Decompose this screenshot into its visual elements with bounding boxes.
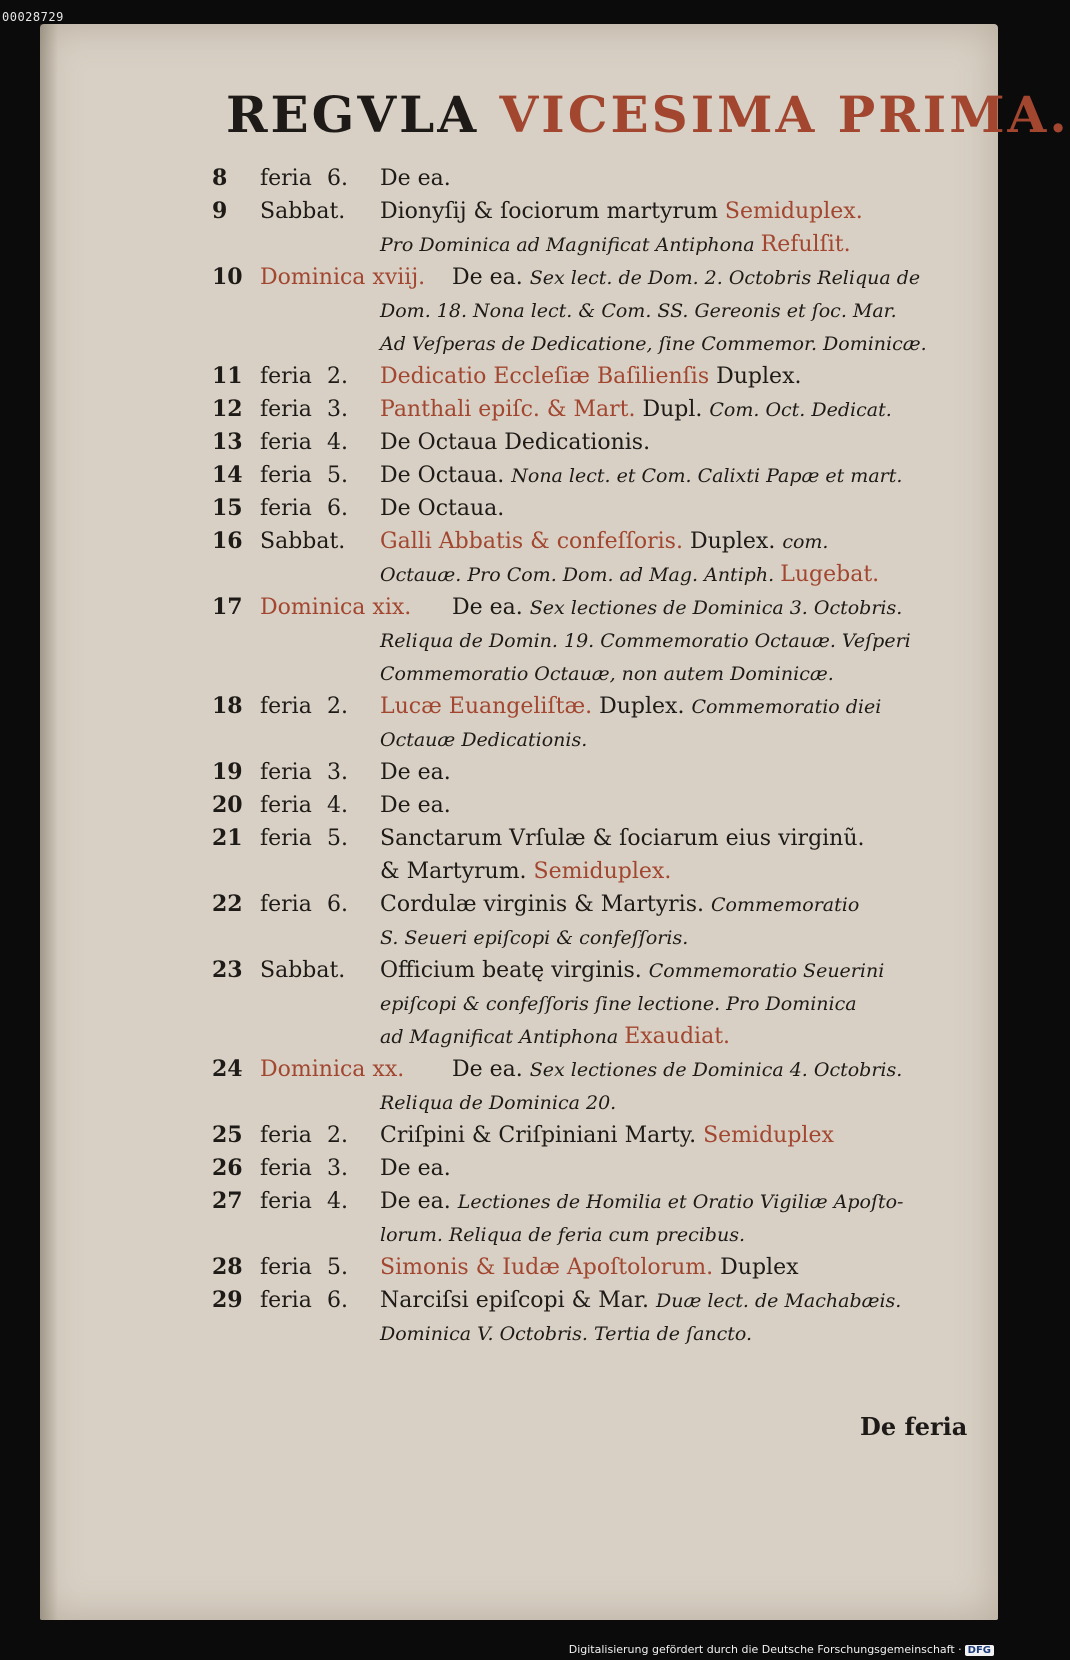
entry-first-line: [212, 789, 972, 822]
entry-segment: Ad Veſperas de Dedicatione, ſine Commemor. Dominicæ.: [380, 333, 927, 355]
entry-segment: Duplex: [720, 1255, 799, 1280]
entry-day: feria: [260, 463, 312, 488]
entry-first-line: [212, 954, 972, 987]
entry-day: feria: [260, 694, 312, 719]
entry-day: Sabbat.: [260, 529, 346, 554]
entry-text: [380, 1284, 901, 1318]
entry-weekday-number: 5.: [327, 826, 348, 851]
catchword: De feria: [860, 1412, 968, 1441]
entry-segment: Commemoratio: [710, 894, 860, 916]
entry-text: [452, 261, 920, 295]
calendar-entry: [212, 492, 972, 525]
calendar-entry: [212, 195, 972, 261]
rubric-text: Simonis & Iudæ Apoſtolorum.: [380, 1255, 721, 1280]
calendar-entry: [212, 426, 972, 459]
entry-weekday-number: 5.: [327, 463, 348, 488]
entry-continuation-line: [212, 327, 972, 360]
rubric-text: Galli Abbatis & confeſſoris.: [380, 529, 690, 554]
entry-text: [452, 591, 902, 625]
entry-first-line: [212, 459, 972, 492]
entry-date: 17: [212, 594, 243, 620]
entry-day: Sabbat.: [260, 199, 346, 224]
entry-date: 25: [212, 1122, 243, 1148]
entry-segment: Commemoratio Octauæ, non autem Dominicæ.: [380, 663, 834, 685]
entry-continuation-line: [212, 1086, 972, 1119]
entry-weekday-number: 2.: [327, 1123, 348, 1148]
entry-weekday-number: 6.: [327, 892, 348, 917]
calendar-entry: [212, 954, 972, 1053]
entry-segment: Commemoratio Seuerini: [648, 960, 885, 982]
entry-continuation-line: [212, 921, 972, 954]
entry-first-line: [212, 1185, 972, 1218]
entry-segment: Criſpini & Criſpiniani Marty.: [380, 1123, 704, 1148]
calendar-entry: [212, 459, 972, 492]
entry-text: [380, 426, 650, 459]
dfg-credit: [569, 1643, 994, 1656]
entry-date: 28: [212, 1254, 243, 1280]
calendar-entry: [212, 162, 972, 195]
entry-date: 15: [212, 495, 243, 521]
entry-text: [380, 393, 892, 427]
entry-segment: Reliqua de Dominica 20.: [380, 1092, 617, 1114]
entry-day: feria: [260, 397, 312, 422]
entry-segment: Sex lectiones de Dominica 3. Octobris.: [529, 597, 903, 619]
entry-segment: Sex lectiones de Dominica 4. Octobris.: [529, 1059, 903, 1081]
entry-first-line: [212, 822, 972, 855]
entry-segment: Sex lect. de Dom. 2. Octobris Reliqua de: [529, 267, 921, 289]
entry-segment: De ea.: [452, 1057, 530, 1082]
entry-day: Dominica xviij.: [260, 265, 426, 290]
entry-first-line: [212, 888, 972, 921]
entry-segment: De ea.: [452, 595, 530, 620]
calendar-entry: [212, 888, 972, 954]
entry-segment: Duplex.: [716, 364, 802, 389]
calendar-entry: [212, 1119, 972, 1152]
entry-text: [380, 690, 881, 724]
entry-date: 21: [212, 825, 243, 851]
entry-segment: De Octaua.: [380, 463, 512, 488]
entry-day: feria: [260, 826, 312, 851]
entry-first-line: [212, 525, 972, 558]
entry-text: [380, 360, 801, 393]
entry-day: feria: [260, 1288, 312, 1313]
entry-continuation-line: [212, 1317, 972, 1350]
entry-date: 11: [212, 363, 243, 389]
entry-first-line: [212, 1053, 972, 1086]
entry-weekday-number: 6.: [327, 1288, 348, 1313]
entry-date: 20: [212, 792, 243, 818]
rubric-text: Panthali epiſc. & Mart.: [380, 397, 643, 422]
entry-continuation-line: [212, 228, 972, 261]
calendar-entry: [212, 591, 972, 690]
entry-day: feria: [260, 1123, 312, 1148]
entry-segment: Duæ lect. de Machabæis.: [655, 1290, 902, 1312]
entry-date: 24: [212, 1056, 243, 1082]
entry-segment: Octauæ. Pro Com. Dom. ad Mag. Antiph.: [380, 564, 781, 586]
entry-date: 22: [212, 891, 243, 917]
calendar-entry: [212, 360, 972, 393]
entry-first-line: [212, 756, 972, 789]
entry-text: [380, 459, 902, 493]
rubric-text: Exaudiat.: [624, 1024, 731, 1049]
entry-segment: lorum. Reliqua de feria cum precibus.: [380, 1224, 745, 1246]
entry-continuation-line: [212, 1020, 972, 1053]
entry-day: feria: [260, 1156, 312, 1181]
entry-weekday-number: 6.: [327, 496, 348, 521]
book-page: [40, 24, 1070, 1620]
calendar-entry: [212, 525, 972, 591]
entry-segment: & Martyrum.: [380, 859, 534, 884]
entry-segment: De ea.: [380, 166, 451, 191]
entry-segment: Officium beatę virginis.: [380, 958, 649, 983]
entry-day: feria: [260, 760, 312, 785]
entry-text: [380, 1251, 799, 1284]
entry-text: [452, 1053, 902, 1087]
entry-text: [380, 492, 504, 525]
entry-text: [380, 195, 863, 228]
entry-weekday-number: 4.: [327, 430, 348, 455]
entry-segment: De Octaua.: [380, 496, 505, 521]
entry-text: [380, 1152, 451, 1185]
dfg-logo: DFG: [965, 1645, 994, 1656]
entry-text: [380, 162, 451, 195]
rubric-text: Semiduplex.: [533, 859, 672, 884]
entry-weekday-number: 2.: [327, 364, 348, 389]
entry-segment: De ea.: [380, 760, 451, 785]
entry-continuation-line: [212, 558, 972, 591]
rubric-text: Semiduplex.: [724, 199, 863, 224]
entry-weekday-number: 6.: [327, 166, 348, 191]
entry-date: 8: [212, 165, 228, 191]
entry-continuation-line: [212, 657, 972, 690]
entry-first-line: [212, 393, 972, 426]
entry-first-line: [212, 1251, 972, 1284]
calendar-entry: [212, 1152, 972, 1185]
entry-weekday-number: 3.: [327, 760, 348, 785]
entry-date: 27: [212, 1188, 243, 1214]
entry-text: [380, 888, 859, 922]
heading-red: VICESIMA PRIMA.: [499, 85, 1070, 144]
entry-weekday-number: 5.: [327, 1255, 348, 1280]
entry-day: feria: [260, 1189, 312, 1214]
entry-segment: S. Seueri epiſcopi & confeſſoris.: [380, 927, 689, 949]
entry-segment: De ea.: [380, 793, 451, 818]
entry-segment: Reliqua de Domin. 19. Commemoratio Octauæ. Veſperi: [380, 630, 911, 652]
entry-text: [380, 954, 884, 988]
entry-continuation-line: [212, 294, 972, 327]
rubric-text: Dedicatio Eccleſiæ Baſilienſis: [380, 364, 717, 389]
calendar-entry: [212, 1284, 972, 1350]
entry-date: 18: [212, 693, 243, 719]
entry-first-line: [212, 360, 972, 393]
entry-day: Sabbat.: [260, 958, 346, 983]
calendar-entry: [212, 1053, 972, 1119]
entry-day: feria: [260, 364, 312, 389]
entry-day: feria: [260, 1255, 312, 1280]
calendar-entry: [212, 789, 972, 822]
entry-weekday-number: 2.: [327, 694, 348, 719]
calendar-entry: [212, 1185, 972, 1251]
rubric-text: Refulſit.: [760, 232, 851, 257]
entry-segment: De ea.: [380, 1156, 451, 1181]
entry-day: feria: [260, 892, 312, 917]
entry-segment: Dupl.: [642, 397, 710, 422]
entry-date: 19: [212, 759, 243, 785]
entry-segment: epiſcopi & confeſſoris ſine lectione. Pro Dominica: [380, 993, 857, 1015]
entry-text: [380, 822, 865, 855]
entry-text: [380, 525, 828, 559]
entry-first-line: [212, 1284, 972, 1317]
rubric-text: Lucæ Euangeliſtæ.: [380, 694, 600, 719]
calendar-entry: [212, 393, 972, 426]
entry-text: [380, 756, 451, 789]
entry-first-line: [212, 162, 972, 195]
entry-date: 23: [212, 957, 243, 983]
entry-segment: Dom. 18. Nona lect. & Com. SS. Gereonis et ſoc. Mar.: [380, 300, 897, 322]
entry-first-line: [212, 426, 972, 459]
entry-weekday-number: 4.: [327, 1189, 348, 1214]
entry-segment: Lectiones de Homilia et Oratio Vigiliæ Apoſto-: [457, 1191, 904, 1213]
entry-continuation-line: [212, 723, 972, 756]
entry-segment: De Octaua Dedicationis.: [380, 430, 651, 455]
entry-segment: De ea.: [380, 1189, 458, 1214]
entry-date: 12: [212, 396, 243, 422]
entry-weekday-number: 4.: [327, 793, 348, 818]
entry-segment: com.: [782, 531, 829, 553]
entry-weekday-number: 3.: [327, 1156, 348, 1181]
entry-weekday-number: 3.: [327, 397, 348, 422]
entry-first-line: [212, 591, 972, 624]
entry-segment: Com. Oct. Dedicat.: [709, 399, 892, 421]
entry-date: 13: [212, 429, 243, 455]
scan-id: 00028729: [2, 10, 64, 24]
entry-date: 29: [212, 1287, 243, 1313]
calendar-entry: [212, 822, 972, 888]
entry-continuation-line: [212, 855, 972, 888]
entry-date: 14: [212, 462, 243, 488]
entry-segment: Duplex.: [599, 694, 692, 719]
heading-black: REGVLA: [226, 85, 500, 144]
entry-date: 9: [212, 198, 228, 224]
entry-segment: Cordulæ virginis & Martyris.: [380, 892, 711, 917]
calendar-entry: [212, 261, 972, 360]
entry-segment: ad Magnificat Antiphona: [380, 1026, 625, 1048]
entry-date: 16: [212, 528, 243, 554]
entry-day: Dominica xx.: [260, 1057, 405, 1082]
entry-segment: Octauæ Dedicationis.: [380, 729, 588, 751]
entry-continuation-line: [212, 987, 972, 1020]
entry-continuation-line: [212, 1218, 972, 1251]
entry-continuation-line: [212, 624, 972, 657]
entry-segment: De ea.: [452, 265, 530, 290]
credit-text: Digitalisierung gefördert durch die Deutsche Forschungsgemeinschaft ·: [568, 1643, 962, 1656]
page-heading: [226, 85, 1070, 144]
entry-text: [380, 1185, 903, 1219]
entry-date: 26: [212, 1155, 243, 1181]
entry-text: [380, 1119, 834, 1152]
entry-day: feria: [260, 166, 312, 191]
entry-first-line: [212, 261, 972, 294]
rubric-text: Lugebat.: [780, 562, 880, 587]
entry-segment: Pro Dominica ad Magnificat Antiphona: [380, 234, 761, 256]
entry-segment: Commemoratio diei: [691, 696, 882, 718]
entry-segment: Sanctarum Vrſulæ & ſociarum eius virginũ.: [380, 826, 865, 851]
entry-segment: Duplex.: [689, 529, 783, 554]
entry-segment: Narciſsi epiſcopi & Mar.: [380, 1288, 656, 1313]
entry-segment: Nona lect. et Com. Calixti Papæ et mart.: [511, 465, 903, 487]
entry-first-line: [212, 1152, 972, 1185]
calendar-entry: [212, 690, 972, 756]
entry-segment: Dionyſij & ſociorum martyrum: [380, 199, 725, 224]
entry-first-line: [212, 195, 972, 228]
entry-day: feria: [260, 793, 312, 818]
calendar-entries: [212, 162, 972, 1350]
entry-day: feria: [260, 496, 312, 521]
entry-first-line: [212, 690, 972, 723]
entry-first-line: [212, 492, 972, 525]
entry-day: feria: [260, 430, 312, 455]
entry-date: 10: [212, 264, 243, 290]
entry-segment: Dominica V. Octobris. Tertia de ſancto.: [380, 1323, 753, 1345]
calendar-entry: [212, 756, 972, 789]
entry-first-line: [212, 1119, 972, 1152]
calendar-entry: [212, 1251, 972, 1284]
entry-text: [380, 789, 451, 822]
rubric-text: Semiduplex: [703, 1123, 834, 1148]
entry-day: Dominica xix.: [260, 595, 412, 620]
